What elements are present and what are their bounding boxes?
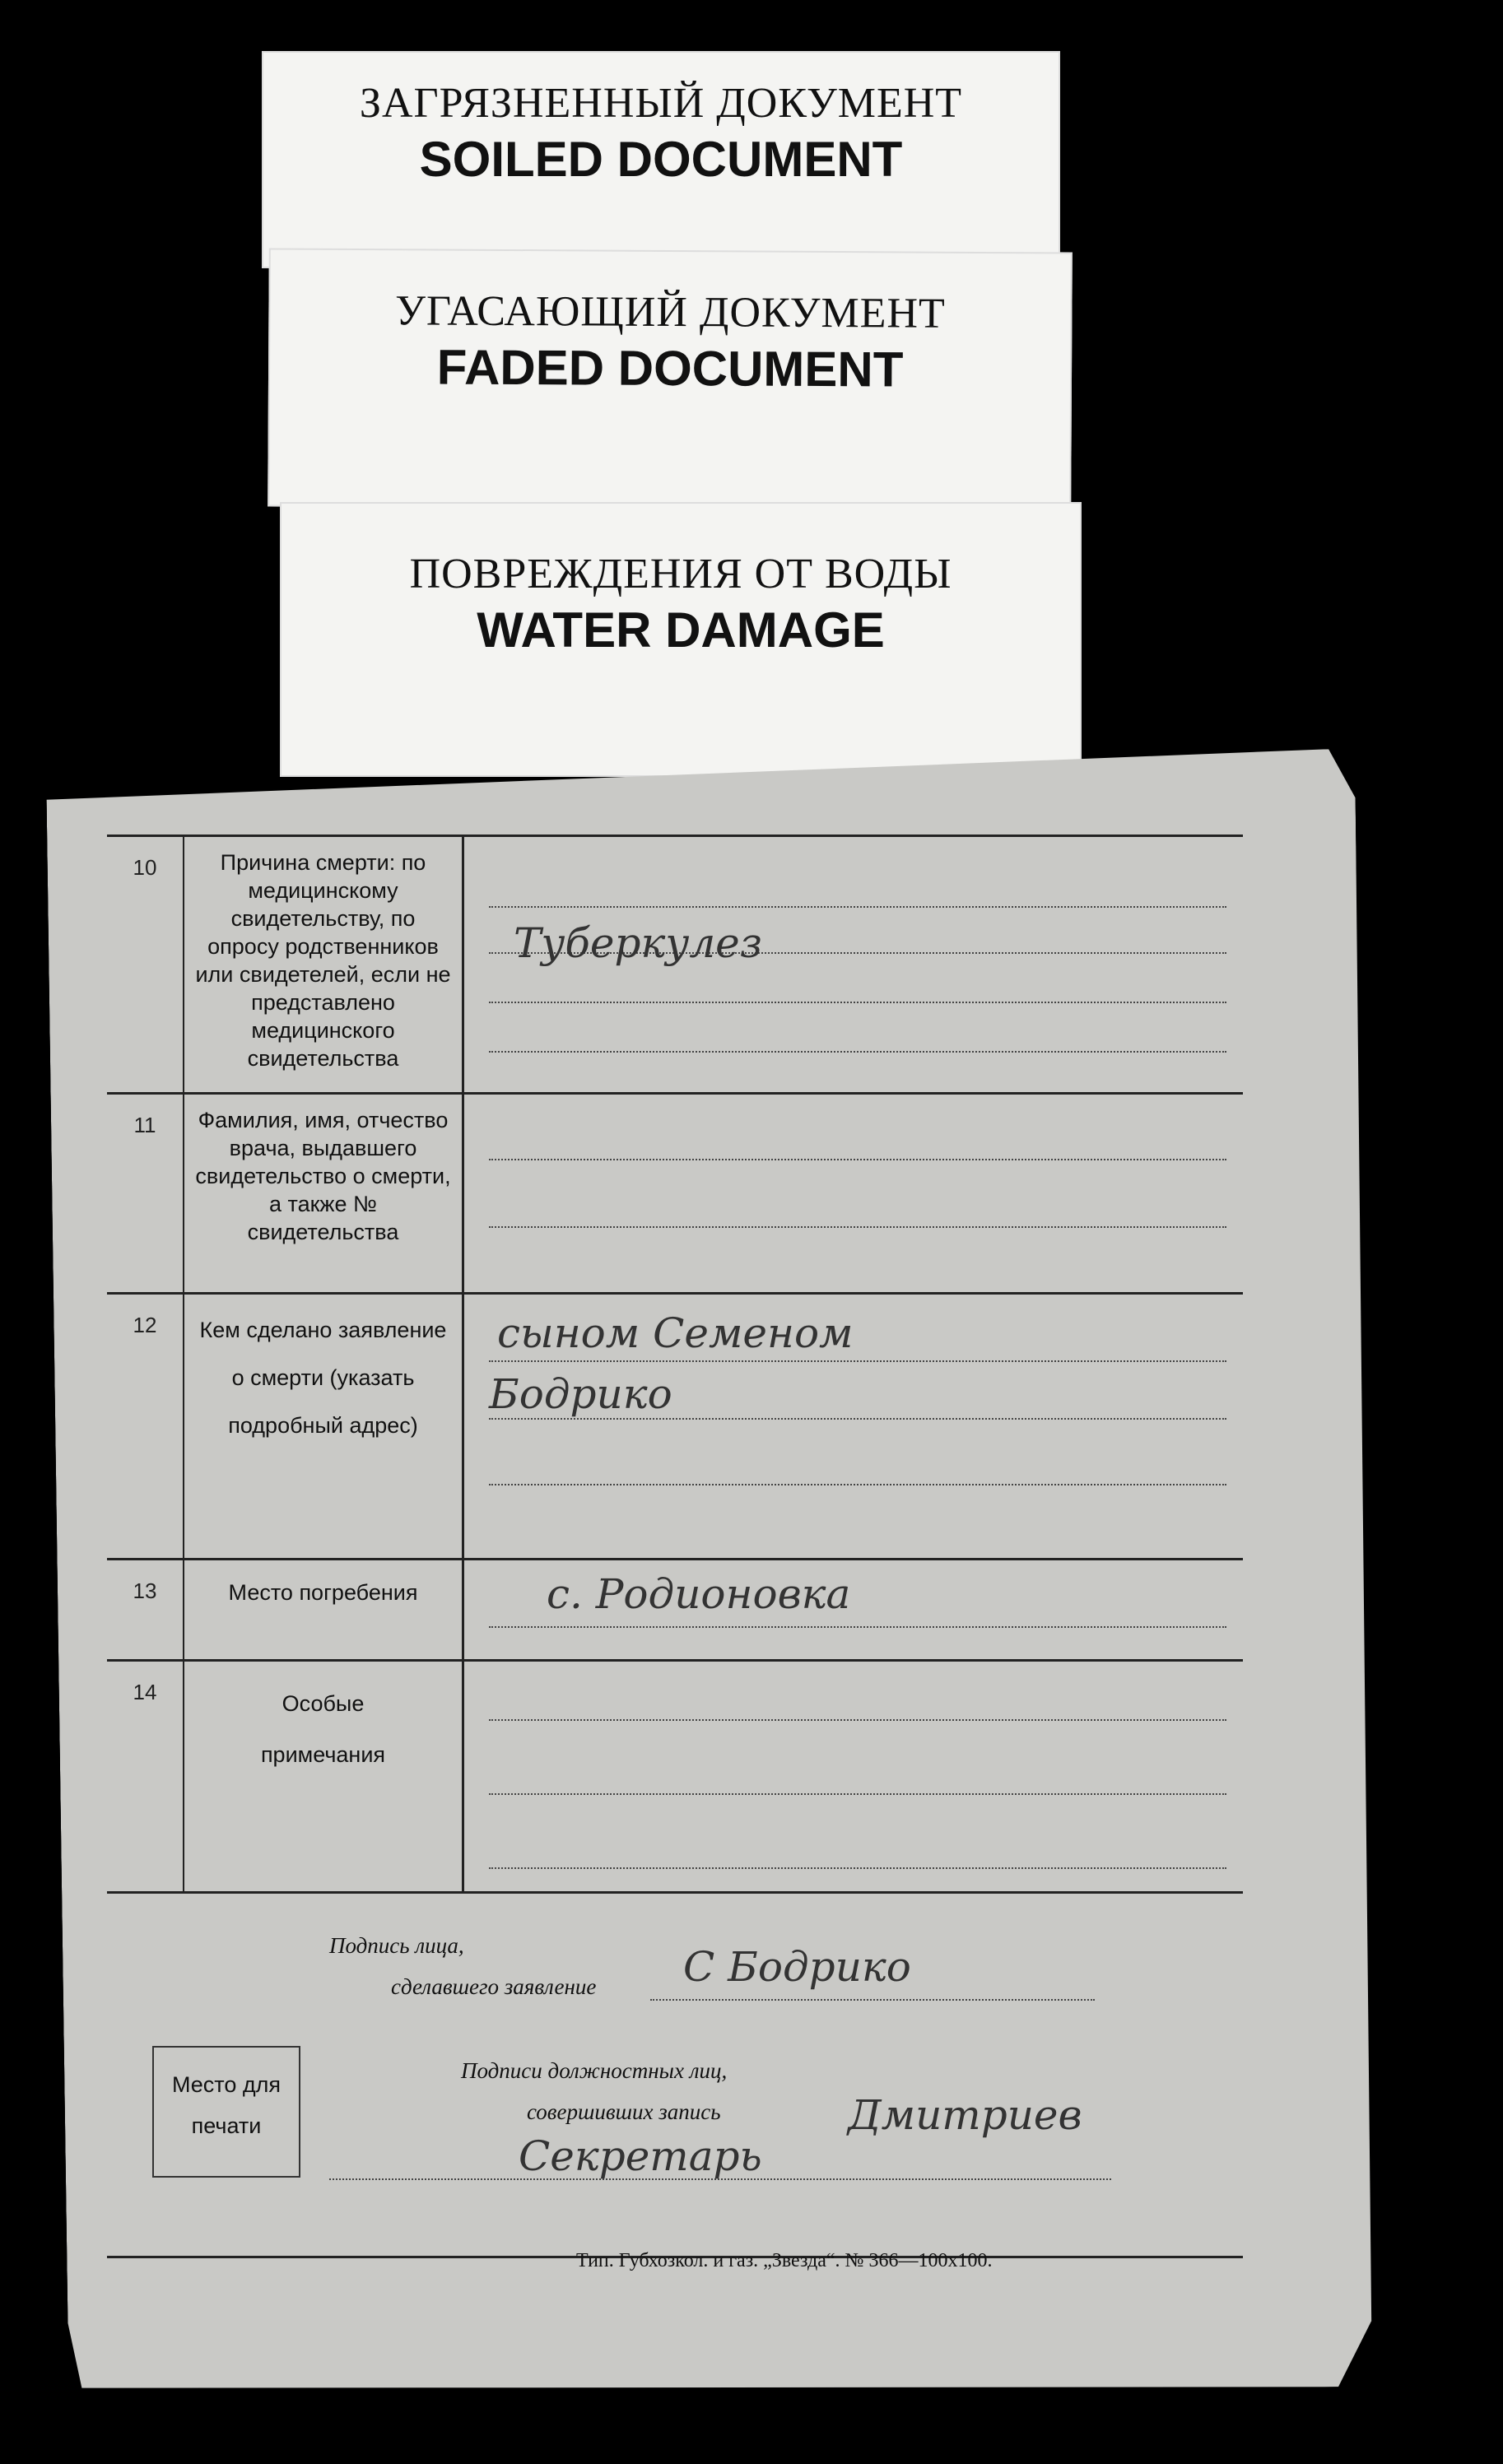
card-label-en: FADED DOCUMENT <box>436 339 904 397</box>
row-value <box>464 837 1243 1092</box>
form-row-notes <box>107 1659 1243 1892</box>
printer-imprint: Тип. Губхозкол. и газ. „Звезда“. № 366—100х100. <box>576 2250 993 2271</box>
form-row-applicant <box>107 1292 1243 1558</box>
form-row-cause-of-death <box>107 835 1243 1092</box>
row-label: Место погребения <box>184 1560 464 1659</box>
row-number: 12 <box>107 1295 184 1558</box>
death-record-form <box>107 835 1243 1892</box>
officials-signature-label: совершивших запись <box>527 2099 721 2124</box>
row-label: Фамилия, имя, отчество врача, выдавшего свидетельство о смерти, а также № свидетельства <box>184 1095 464 1292</box>
officials-signature-label: Подписи должностных лиц, <box>461 2058 728 2083</box>
row-label: Кем сделано заявление о смерти (указать подробный адрес) <box>184 1295 464 1558</box>
row-label: Причина смерти: по медицинскому свидетельству, по опросу родственников или свидетелей, если не представлено медицинского свидетельства <box>184 837 464 1092</box>
card-label-en: WATER DAMAGE <box>477 602 885 658</box>
card-label-ru: ПОВРЕЖДЕНИЯ ОТ ВОДЫ <box>409 551 952 597</box>
row-value <box>464 1295 1243 1558</box>
signature-section <box>107 1891 1243 2258</box>
seal-place-box: Место для печати <box>152 2046 300 2178</box>
handwritten-cause: Туберкулез <box>514 919 763 967</box>
faded-document-card <box>268 248 1073 510</box>
handwritten-applicant-name: Бодрико <box>489 1370 672 1418</box>
handwritten-applicant: сыном Семеном <box>497 1309 854 1357</box>
official-signature: Дмитриев <box>848 2091 1082 2139</box>
row-label: Особые примечания <box>184 1662 464 1892</box>
row-value <box>464 1662 1243 1892</box>
form-row-doctor <box>107 1092 1243 1292</box>
row-value <box>464 1095 1243 1292</box>
water-damage-card <box>280 502 1082 777</box>
applicant-signature-label: Подпись лица, <box>329 1933 464 1958</box>
handwritten-burial-place: с. Родионовка <box>547 1570 851 1618</box>
soiled-document-card <box>262 51 1060 268</box>
applicant-signature-label: сделавшего заявление <box>391 1974 597 1999</box>
card-label-en: SOILED DOCUMENT <box>419 132 903 187</box>
card-label-ru: ЗАГРЯЗНЕННЫЙ ДОКУМЕНТ <box>359 80 963 127</box>
applicant-signature: С Бодрико <box>683 1943 911 1991</box>
row-value <box>464 1560 1243 1659</box>
row-number: 10 <box>107 837 184 1092</box>
official-signature-secretary: Секретарь <box>519 2132 762 2180</box>
row-number: 14 <box>107 1662 184 1892</box>
card-label-ru: УГАСАЮЩИЙ ДОКУМЕНТ <box>394 287 946 337</box>
row-number: 13 <box>107 1560 184 1659</box>
row-number: 11 <box>107 1095 184 1292</box>
form-row-burial-place <box>107 1558 1243 1659</box>
